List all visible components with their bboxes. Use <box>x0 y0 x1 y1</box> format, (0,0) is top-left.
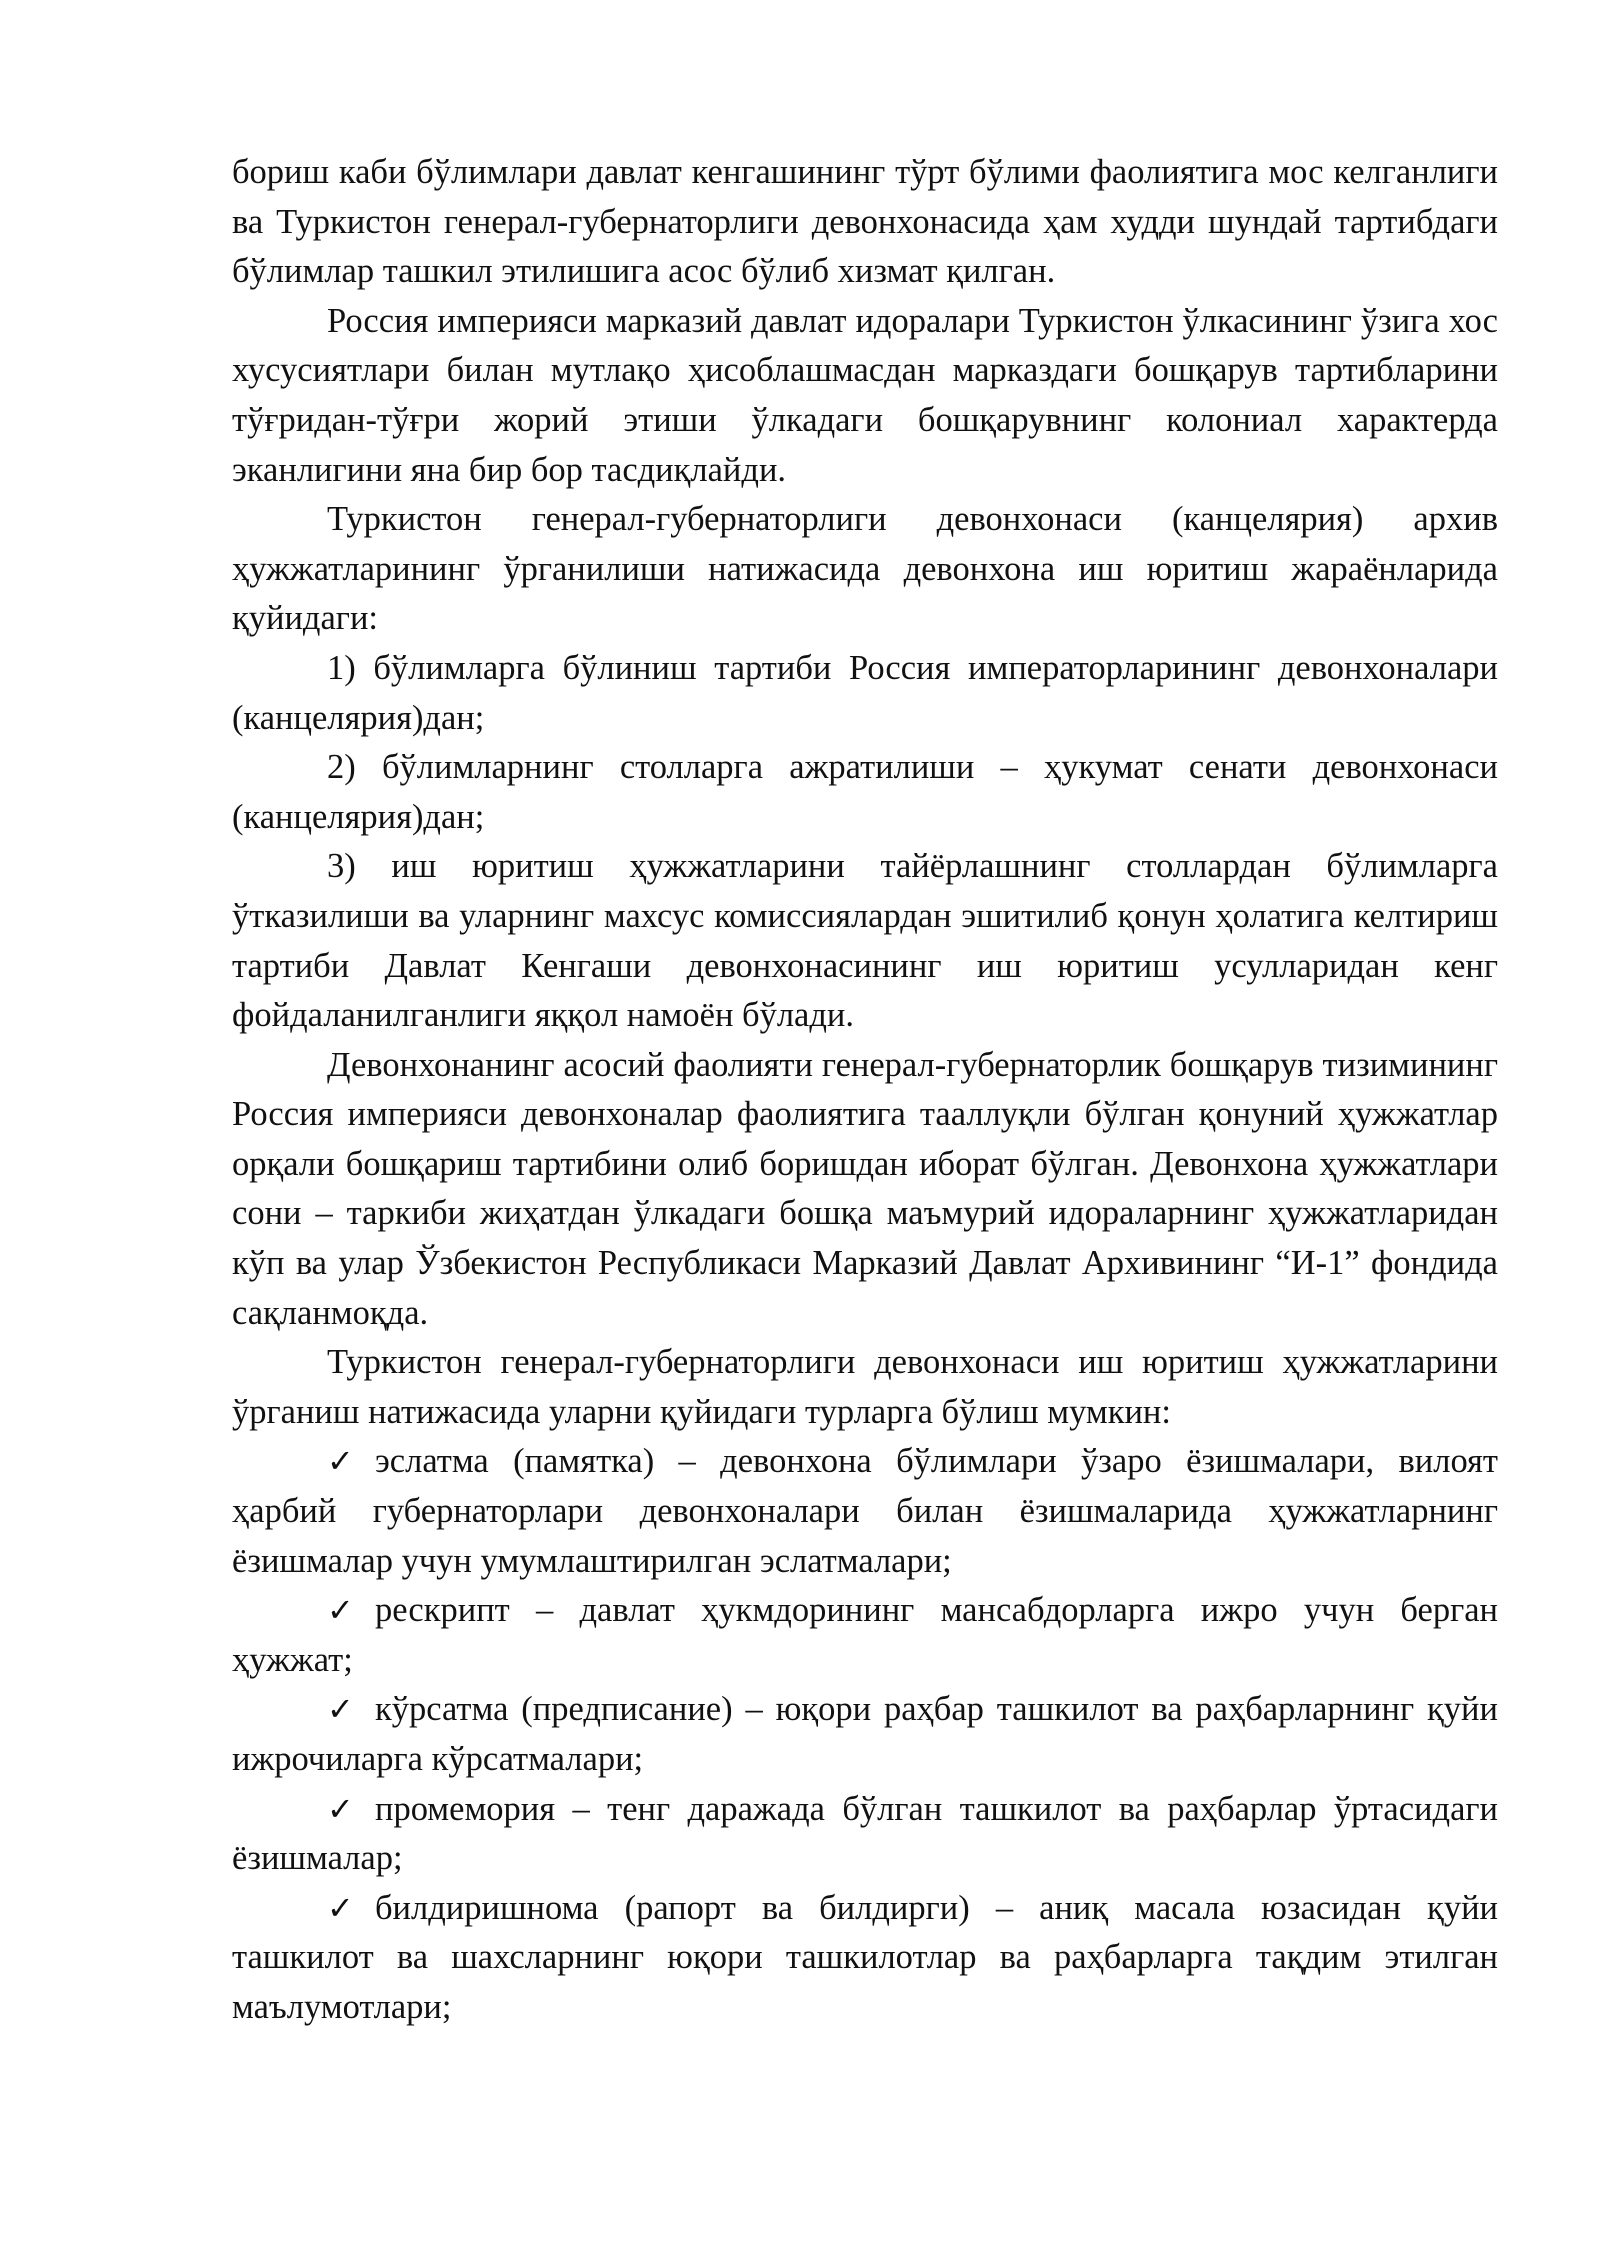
checkmark-icon: ✓ <box>327 1789 354 1828</box>
check-list-item <box>232 1884 1498 2033</box>
check-list-item <box>232 1685 1498 1784</box>
document-page <box>232 148 1498 2033</box>
check-list-item-text: эслатма (памятка) – девонхона бўлимлари ўзаро ёзишмалари, вилоят ҳарбий губернаторлари девонхоналари билан ёзишмаларида ҳужжатларнинг ёзишмалар учун умумлаштирилган эслатмалари; <box>232 1442 1498 1580</box>
paragraph-chancellery-activity: Девонхонанинг асосий фаолияти генерал-губернаторлик бошқарув тизимининг Россия империяси девонхоналар фаолиятига тааллуқли бўлган қонуний ҳужжатлар орқали бошқариш тартибини олиб боришдан иборат бўлган. Девонхона ҳужжатлари сони – таркиби жиҳатдан ўлкадаги бошқа маъмурий идораларнинг ҳужжатларидан кўп ва улар Ўзбекистон Республикаси Марказий Давлат Архивининг “И-1” фондида сақланмоқда. <box>232 1045 1498 1332</box>
numbered-item-3: 3) иш юритиш ҳужжатларини тайёрлашнинг столлардан бўлимларга ўтказилиши ва уларнинг махсус комиссиялардан эшитилиб қонун ҳолатига келтириш тартиби Давлат Кенгаши девонхонасининг иш юритиш усулларидан кенг фойдаланилганлиги яққол намоён бўлади. <box>232 847 1498 1035</box>
checkmark-icon: ✓ <box>327 1690 354 1729</box>
paragraph-continuation: бориш каби бўлимлари давлат кенгашининг тўрт бўлими фаолиятига мос келганлиги ва Туркистон генерал-губернаторлиги девонхонасида ҳам худди шундай тартибдаги бўлимлар ташкил этилишига асос бўлиб хизмат қилган. <box>232 153 1498 291</box>
numbered-item-1: 1) бўлимларга бўлиниш тартиби Россия императорларининг девонхоналари (канцелярия)дан; <box>232 648 1498 737</box>
checkmark-icon: ✓ <box>327 1442 354 1481</box>
check-list-item-text: билдиришнома (рапорт ва билдирги) – аниқ масала юзасидан қуйи ташкилот ва шахсларнинг юқори ташкилотлар ва раҳбарларга тақдим этилган маълумотлари; <box>232 1888 1498 2026</box>
checkmark-icon: ✓ <box>327 1888 354 1927</box>
paragraph-archive-study: Туркистон генерал-губернаторлиги девонхонаси (канцелярия) архив ҳужжатларининг ўрганилиши натижасида девонхона иш юритиш жараёнларида қуйидаги: <box>232 500 1498 638</box>
check-list-item-text: промемория – тенг даражада бўлган ташкилот ва раҳбарлар ўртасидаги ёзишмалар; <box>232 1789 1498 1878</box>
paragraph-document-types-intro: Туркистон генерал-губернаторлиги девонхонаси иш юритиш ҳужжатларини ўрганиш натижасида уларни қуйидаги турларга бўлиш мумкин: <box>232 1343 1498 1431</box>
numbered-item-2: 2) бўлимларнинг столларга ажратилиши – ҳукумат сенати девонхонаси (канцелярия)дан; <box>232 748 1498 836</box>
checkmark-icon: ✓ <box>327 1591 354 1630</box>
check-list-item-text: кўрсатма (предписание) – юқори раҳбар ташкилот ва раҳбарларнинг қуйи ижрочиларга кўрсатмалари; <box>232 1690 1498 1778</box>
check-list-item <box>232 1785 1498 1884</box>
check-list-item-text: рескрипт – давлат ҳукмдорининг мансабдорларга ижро учун берган ҳужжат; <box>232 1591 1498 1679</box>
paragraph-centralization: Россия империяси марказий давлат идоралари Туркистон ўлкасининг ўзига хос хусусиятлари билан мутлақо ҳисоблашмасдан марказдаги бошқарув тартибларини тўғридан-тўғри жорий этиши ўлкадаги бошқарувнинг колониал характерда эканлигини яна бир бор тасдиқлайди. <box>232 301 1498 489</box>
check-list-item <box>232 1586 1498 1685</box>
check-list-item <box>232 1437 1498 1586</box>
